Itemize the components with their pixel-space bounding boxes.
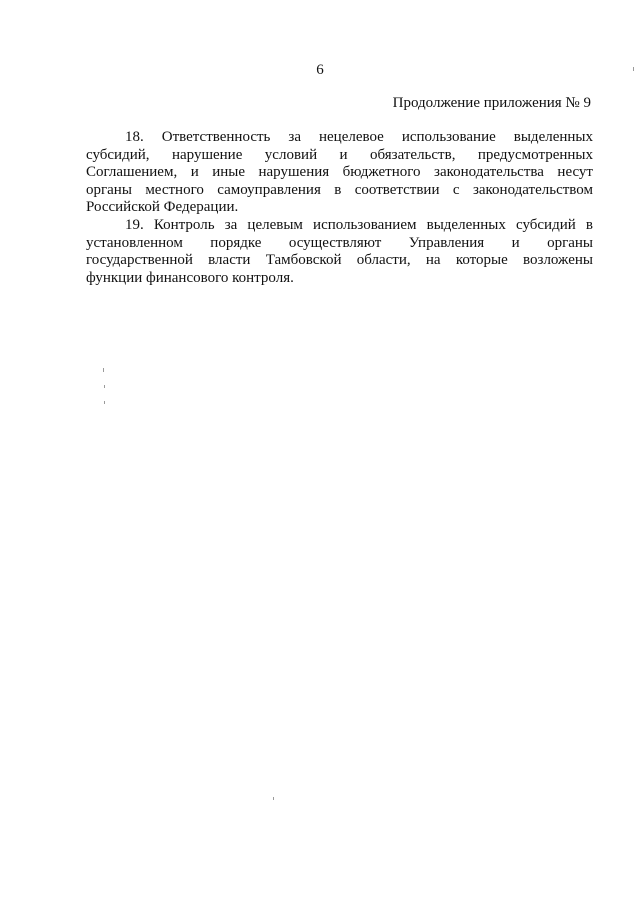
- scan-artifact: [103, 368, 104, 372]
- paragraph-line: 18. Ответственность за нецелевое использование выделенных: [125, 129, 593, 145]
- scan-artifact: [273, 797, 274, 800]
- scan-artifact: [633, 67, 634, 71]
- paragraph-line: установленном порядке осуществляют Управления и органы: [86, 234, 593, 251]
- scan-artifact: [104, 385, 105, 388]
- paragraph-line: государственной власти Тамбовской области, на которые возложены: [86, 252, 593, 269]
- paragraph-19: [86, 217, 593, 287]
- paragraph-line: органы местного самоуправления в соответствии с законодательством: [86, 181, 593, 198]
- paragraph-line: субсидий, нарушение условий и обязательств, предусмотренных: [86, 146, 593, 163]
- scan-artifact: [104, 401, 105, 404]
- document-body: [86, 129, 593, 287]
- paragraph-line: Российской Федерации.: [86, 199, 239, 216]
- appendix-continuation-note: Продолжение приложения № 9: [392, 95, 591, 111]
- paragraph-line: Соглашением, и иные нарушения бюджетного законодательства несут: [86, 164, 593, 181]
- paragraph-line: 19. Контроль за целевым использованием выделенных субсидий в: [125, 216, 593, 233]
- page-number: 6: [316, 62, 324, 78]
- paragraph-18: [86, 129, 593, 217]
- paragraph-line: функции финансового контроля.: [86, 269, 294, 286]
